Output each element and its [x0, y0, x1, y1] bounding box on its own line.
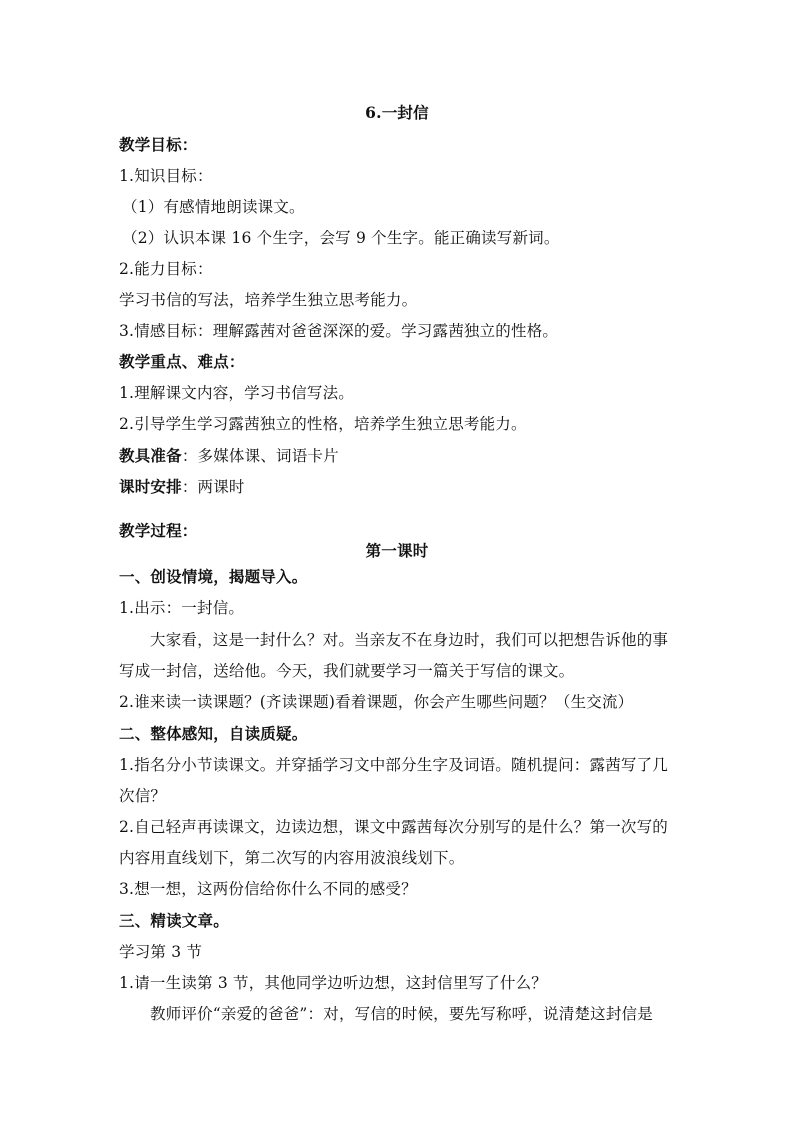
- section-2-line-1a: 1.指名分小节读课文。并穿插学习文中部分生字及词语。随机提问：露茜写了几: [119, 756, 668, 774]
- section-3-line-1: 1.请一生读第 3 节，其他同学边听边想，这封信里写了什么？: [119, 974, 548, 992]
- section-3-heading: 三、精读文章。: [119, 911, 229, 930]
- section-1-para-1b: 写成一封信，送给他。今天，我们就要学习一篇关于写信的课文。: [119, 662, 575, 680]
- objectives-heading: 教学目标：: [119, 135, 198, 154]
- preparation-label: 教具准备: [119, 446, 182, 465]
- section-2-line-3: 3.想一想，这两份信给你什么不同的感受？: [119, 880, 417, 898]
- key-point-1: 1.理解课文内容，学习书信写法。: [119, 384, 354, 402]
- section-3-sub: 学习第 3 节: [119, 943, 203, 961]
- process-heading: 教学过程：: [119, 521, 198, 540]
- knowledge-item-2: （2）认识本课 16 个生字，会写 9 个生字。能正确读写新词。: [122, 229, 560, 247]
- schedule-text: ：两课时: [181, 478, 245, 496]
- preparation-text: ：多媒体课、词语卡片: [181, 447, 339, 465]
- schedule-label: 课时安排: [119, 477, 182, 496]
- section-1-para-1a: 大家看，这是一封什么？对。当亲友不在身边时，我们可以把想告诉他的事: [150, 631, 669, 649]
- ability-text: 学习书信的写法，培养学生独立思考能力。: [119, 291, 418, 309]
- section-2-line-2a: 2.自己轻声再读课文，边读边想，课文中露茜每次分别写的是什么？第一次写的: [119, 818, 668, 836]
- section-1-line-2: 2.谁来读一读课题？(齐读课题)看着课题，你会产生哪些问题？（生交流）: [119, 693, 634, 711]
- schedule-line: [119, 477, 679, 497]
- section-2-line-1b: 次信？: [119, 787, 167, 805]
- section-2-heading: 二、整体感知，自读质疑。: [119, 724, 308, 743]
- key-points-heading: 教学重点、难点：: [119, 352, 245, 371]
- preparation-line: [119, 446, 679, 466]
- section-2-line-2b: 内容用直线划下，第二次写的内容用波浪线划下。: [119, 849, 465, 867]
- section-3-para-1: 教师评价“亲爱的爸爸”：对，写信的时候，要先写称呼，说清楚这封信是: [150, 1005, 653, 1023]
- section-1-heading: 一、创设情境，揭题导入。: [119, 567, 308, 586]
- document-title: 6.一封信: [365, 103, 429, 122]
- section-1-line-1: 1.出示：一封信。: [119, 599, 245, 617]
- key-point-2: 2.引导学生学习露茜独立的性格，培养学生独立思考能力。: [119, 415, 527, 433]
- ability-heading: 2.能力目标：: [119, 260, 213, 278]
- knowledge-heading: 1.知识目标：: [119, 167, 213, 185]
- knowledge-item-1: （1）有感情地朗读课文。: [122, 198, 305, 216]
- lesson-title: 第一课时: [365, 541, 429, 560]
- emotion-text: 3.情感目标：理解露茜对爸爸深深的爱。学习露茜独立的性格。: [119, 322, 559, 340]
